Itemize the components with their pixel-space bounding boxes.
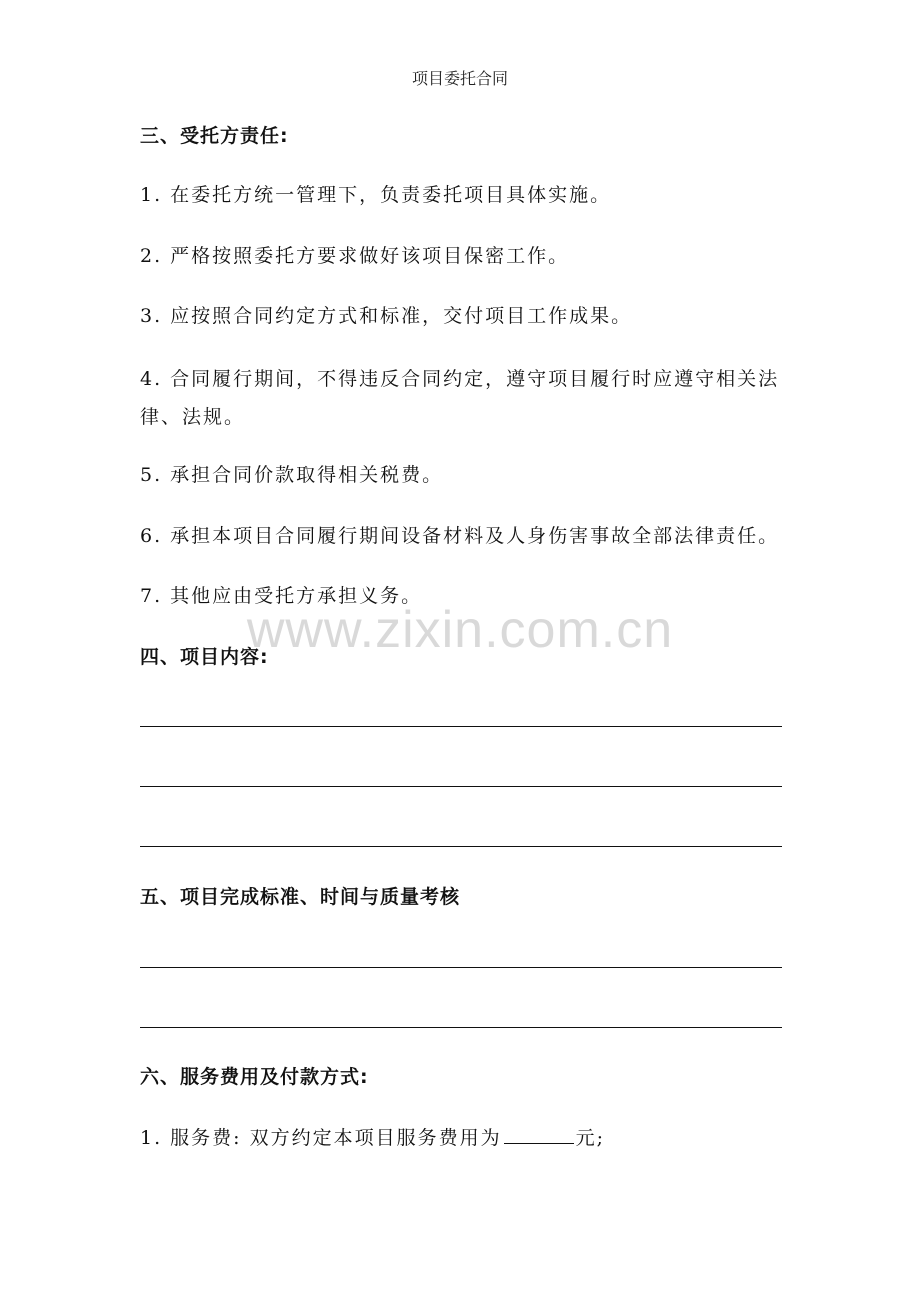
service-fee-line: [140, 1119, 790, 1157]
section-3-item-4: 4. 合同履行期间，不得违反合同约定，遵守项目履行时应遵守相关法律、法规。: [140, 368, 780, 428]
blank-line: [140, 846, 782, 847]
section-3-item-5: 5. 承担合同价款取得相关税费。: [140, 464, 444, 486]
section-3-heading: 三、受托方责任:: [140, 125, 289, 147]
section-5-heading: 五、项目完成标准、时间与质量考核: [140, 886, 461, 908]
section-6-heading: 六、服务费用及付款方式:: [140, 1066, 369, 1088]
watermark: www.zixin.com.cn: [246, 601, 674, 659]
service-fee-blank: [504, 1121, 574, 1144]
section-4-heading: 四、项目内容:: [140, 646, 269, 668]
blank-line: [140, 726, 782, 727]
service-fee-unit: 元;: [575, 1127, 606, 1149]
blank-line: [140, 786, 782, 787]
page-header-title: 项目委托合同: [411, 69, 508, 88]
section-3-item-7: 7. 其他应由受托方承担义务。: [140, 585, 423, 607]
section-3-item-3: 3. 应按照合同约定方式和标准，交付项目工作成果。: [140, 305, 633, 327]
section-3-item-1: 1. 在委托方统一管理下，负责委托项目具体实施。: [140, 184, 612, 206]
service-fee-text: 1. 服务费: 双方约定本项目服务费用为: [140, 1127, 502, 1149]
section-3-item-6: 6. 承担本项目合同履行期间设备材料及人身伤害事故全部法律责任。: [140, 525, 780, 547]
section-3-item-2: 2. 严格按照委托方要求做好该项目保密工作。: [140, 245, 570, 267]
blank-line: [140, 967, 782, 968]
blank-line: [140, 1027, 782, 1028]
